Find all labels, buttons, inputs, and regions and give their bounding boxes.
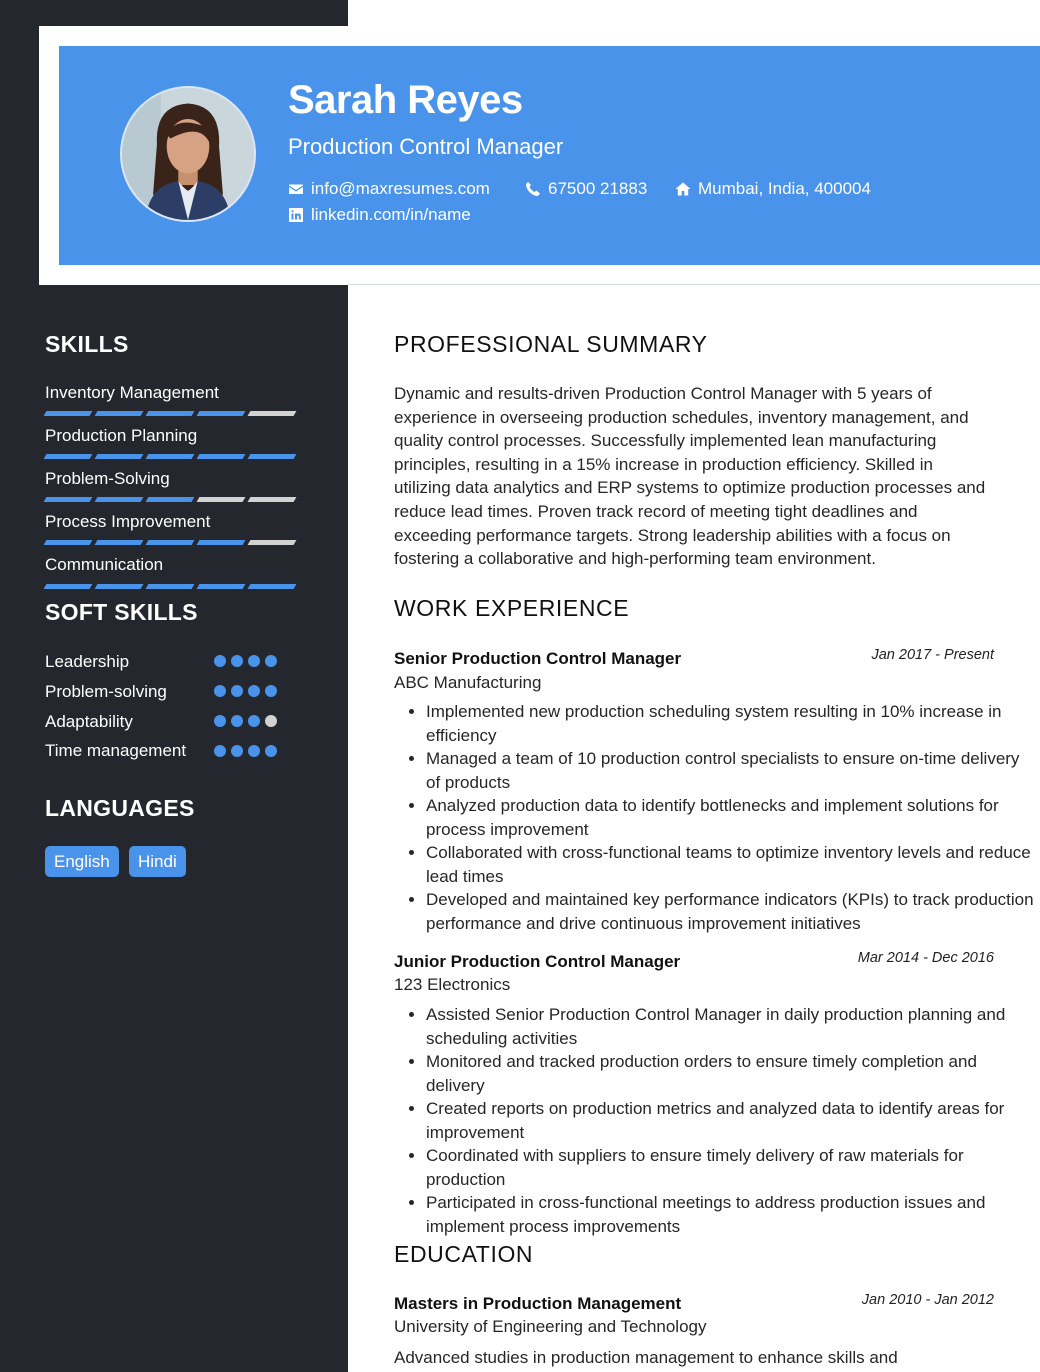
skill-level-segment <box>44 540 93 545</box>
skill-level-segment <box>95 497 144 502</box>
school-name: University of Engineering and Technology <box>394 1317 707 1336</box>
skill-name: Inventory Management <box>45 383 219 402</box>
skill-level-bar <box>45 497 303 503</box>
linkedin-icon <box>288 207 304 223</box>
company-name: ABC Manufacturing <box>394 673 542 692</box>
soft-skill-dots <box>214 745 282 757</box>
skill-level-segment <box>197 584 246 589</box>
list-item: • Implemented new production scheduling system resulting in 10% increase in efficiency <box>426 700 1036 747</box>
list-item: • Analyzed production data to identify bottlenecks and implement solutions for process improvement <box>426 794 1036 841</box>
skill-level-bar <box>45 411 303 417</box>
list-item: • Monitored and tracked production orders to ensure timely completion and delivery <box>426 1050 1036 1097</box>
list-item: • Managed a team of 10 production control specialists to ensure on-time delivery of products <box>426 747 1036 794</box>
skill-level-bar <box>45 584 303 590</box>
skill-level-segment <box>95 584 144 589</box>
job-dates: Mar 2014 - Dec 2016 <box>857 950 994 966</box>
degree-title: Masters in Production Management <box>394 1294 682 1313</box>
soft-skill-dot <box>248 655 260 667</box>
soft-skill-dot <box>231 655 243 667</box>
skill-level-segment <box>248 584 297 589</box>
education-dates: Jan 2010 - Jan 2012 <box>861 1292 994 1308</box>
soft-skill-dot <box>231 685 243 697</box>
candidate-name: Sarah Reyes <box>288 78 523 122</box>
experience-heading: WORK EXPERIENCE <box>394 595 630 621</box>
soft-skills-heading: SOFT SKILLS <box>45 599 198 625</box>
candidate-title: Production Control Manager <box>288 134 564 159</box>
job-bullets <box>394 1003 1036 1238</box>
email-text: info@maxresumes.com <box>311 179 490 198</box>
soft-skill-name: Problem-solving <box>45 682 167 701</box>
skill-name: Production Planning <box>45 426 198 445</box>
skill-level-segment <box>248 497 297 502</box>
avatar <box>120 86 256 222</box>
soft-skill-dot <box>231 715 243 727</box>
skill-level-segment <box>146 454 195 459</box>
soft-skill-dot <box>265 745 277 757</box>
envelope-icon <box>288 181 304 197</box>
home-icon <box>675 181 691 197</box>
summary-heading: PROFESSIONAL SUMMARY <box>394 331 708 357</box>
phone-icon <box>525 181 541 197</box>
soft-skill-name: Time management <box>45 741 187 760</box>
list-item: • Assisted Senior Production Control Manager in daily production planning and scheduling activities <box>426 1003 1036 1050</box>
linkedin-text: linkedin.com/in/name <box>311 205 471 224</box>
soft-skill-dot <box>265 715 277 727</box>
soft-skill-dots <box>214 685 282 697</box>
header-divider <box>348 284 1040 285</box>
job-bullets <box>394 700 1036 935</box>
linkedin-contact[interactable] <box>288 205 471 225</box>
list-item: • Coordinated with suppliers to ensure timely delivery of raw materials for production <box>426 1144 1036 1191</box>
job-title: Junior Production Control Manager <box>394 952 681 971</box>
skill-level-segment <box>146 540 195 545</box>
soft-skill-dot <box>248 715 260 727</box>
skill-level-segment <box>248 540 297 545</box>
skill-level-segment <box>44 584 93 589</box>
skill-level-segment <box>44 411 93 416</box>
skill-level-segment <box>44 454 93 459</box>
soft-skill-dot <box>265 655 277 667</box>
skill-level-segment <box>95 411 144 416</box>
list-item: • Developed and maintained key performance indicators (KPIs) to track production performance and drive continuous improvement initiatives <box>426 888 1036 935</box>
phone-contact[interactable] <box>525 179 647 199</box>
language-tag: English <box>45 846 119 877</box>
skill-level-segment <box>197 454 246 459</box>
list-item: • Participated in cross-functional meetings to address production issues and implement process improvements <box>426 1191 1036 1238</box>
skill-level-segment <box>146 584 195 589</box>
skill-level-segment <box>197 411 246 416</box>
company-name: 123 Electronics <box>394 975 511 994</box>
summary-text: Dynamic and results-driven Production Control Manager with 5 years of experience in overseeing production schedules, inventory management, and quality control processes. Successfully implemented lean manufacturing principles, resulting in a 15% increase in production efficiency. Skilled in utilizing data analytics and ERP systems to optimize production processes and reduce lead times. Proven track record of meeting tight deadlines and exceeding performance targets. Strong leadership abilities with a focus on fostering a collaborative and high-performing team environment. <box>394 384 986 569</box>
languages-heading: LANGUAGES <box>45 795 195 821</box>
skill-level-segment <box>146 411 195 416</box>
soft-skill-name: Leadership <box>45 652 130 671</box>
skill-level-segment <box>248 411 297 416</box>
phone-text: 67500 21883 <box>548 179 648 198</box>
soft-skill-name: Adaptability <box>45 712 133 731</box>
soft-skill-dot <box>248 745 260 757</box>
skill-level-segment <box>95 540 144 545</box>
list-item: • Collaborated with cross-functional teams to optimize inventory levels and reduce lead times <box>426 841 1036 888</box>
soft-skill-dot <box>231 745 243 757</box>
soft-skill-dot <box>248 685 260 697</box>
soft-skill-dot <box>265 685 277 697</box>
skill-level-bar <box>45 454 303 460</box>
language-tag: Hindi <box>129 846 186 877</box>
skill-name: Problem-Solving <box>45 469 170 488</box>
skill-level-segment <box>248 454 297 459</box>
skill-name: Process Improvement <box>45 512 211 531</box>
skill-level-segment <box>197 540 246 545</box>
job-title: Senior Production Control Manager <box>394 649 682 668</box>
education-description: Advanced studies in production management to enhance skills and <box>394 1348 898 1367</box>
soft-skill-dot <box>214 715 226 727</box>
skill-level-segment <box>146 497 195 502</box>
soft-skill-dot <box>214 745 226 757</box>
soft-skill-dots <box>214 655 282 667</box>
job-dates: Jan 2017 - Present <box>871 647 994 663</box>
email-contact[interactable] <box>288 179 490 199</box>
skill-name: Communication <box>45 555 164 574</box>
skill-level-segment <box>197 497 246 502</box>
education-heading: EDUCATION <box>394 1241 534 1267</box>
list-item: • Created reports on production metrics and analyzed data to identify areas for improvement <box>426 1097 1036 1144</box>
location-text: Mumbai, India, 400004 <box>698 179 871 198</box>
soft-skill-dot <box>214 685 226 697</box>
skill-level-segment <box>95 454 144 459</box>
skill-level-bar <box>45 540 303 546</box>
profile-photo <box>122 88 254 220</box>
soft-skill-dot <box>214 655 226 667</box>
skills-heading: SKILLS <box>45 331 129 357</box>
location-contact <box>675 179 871 199</box>
soft-skill-dots <box>214 715 282 727</box>
skill-level-segment <box>44 497 93 502</box>
